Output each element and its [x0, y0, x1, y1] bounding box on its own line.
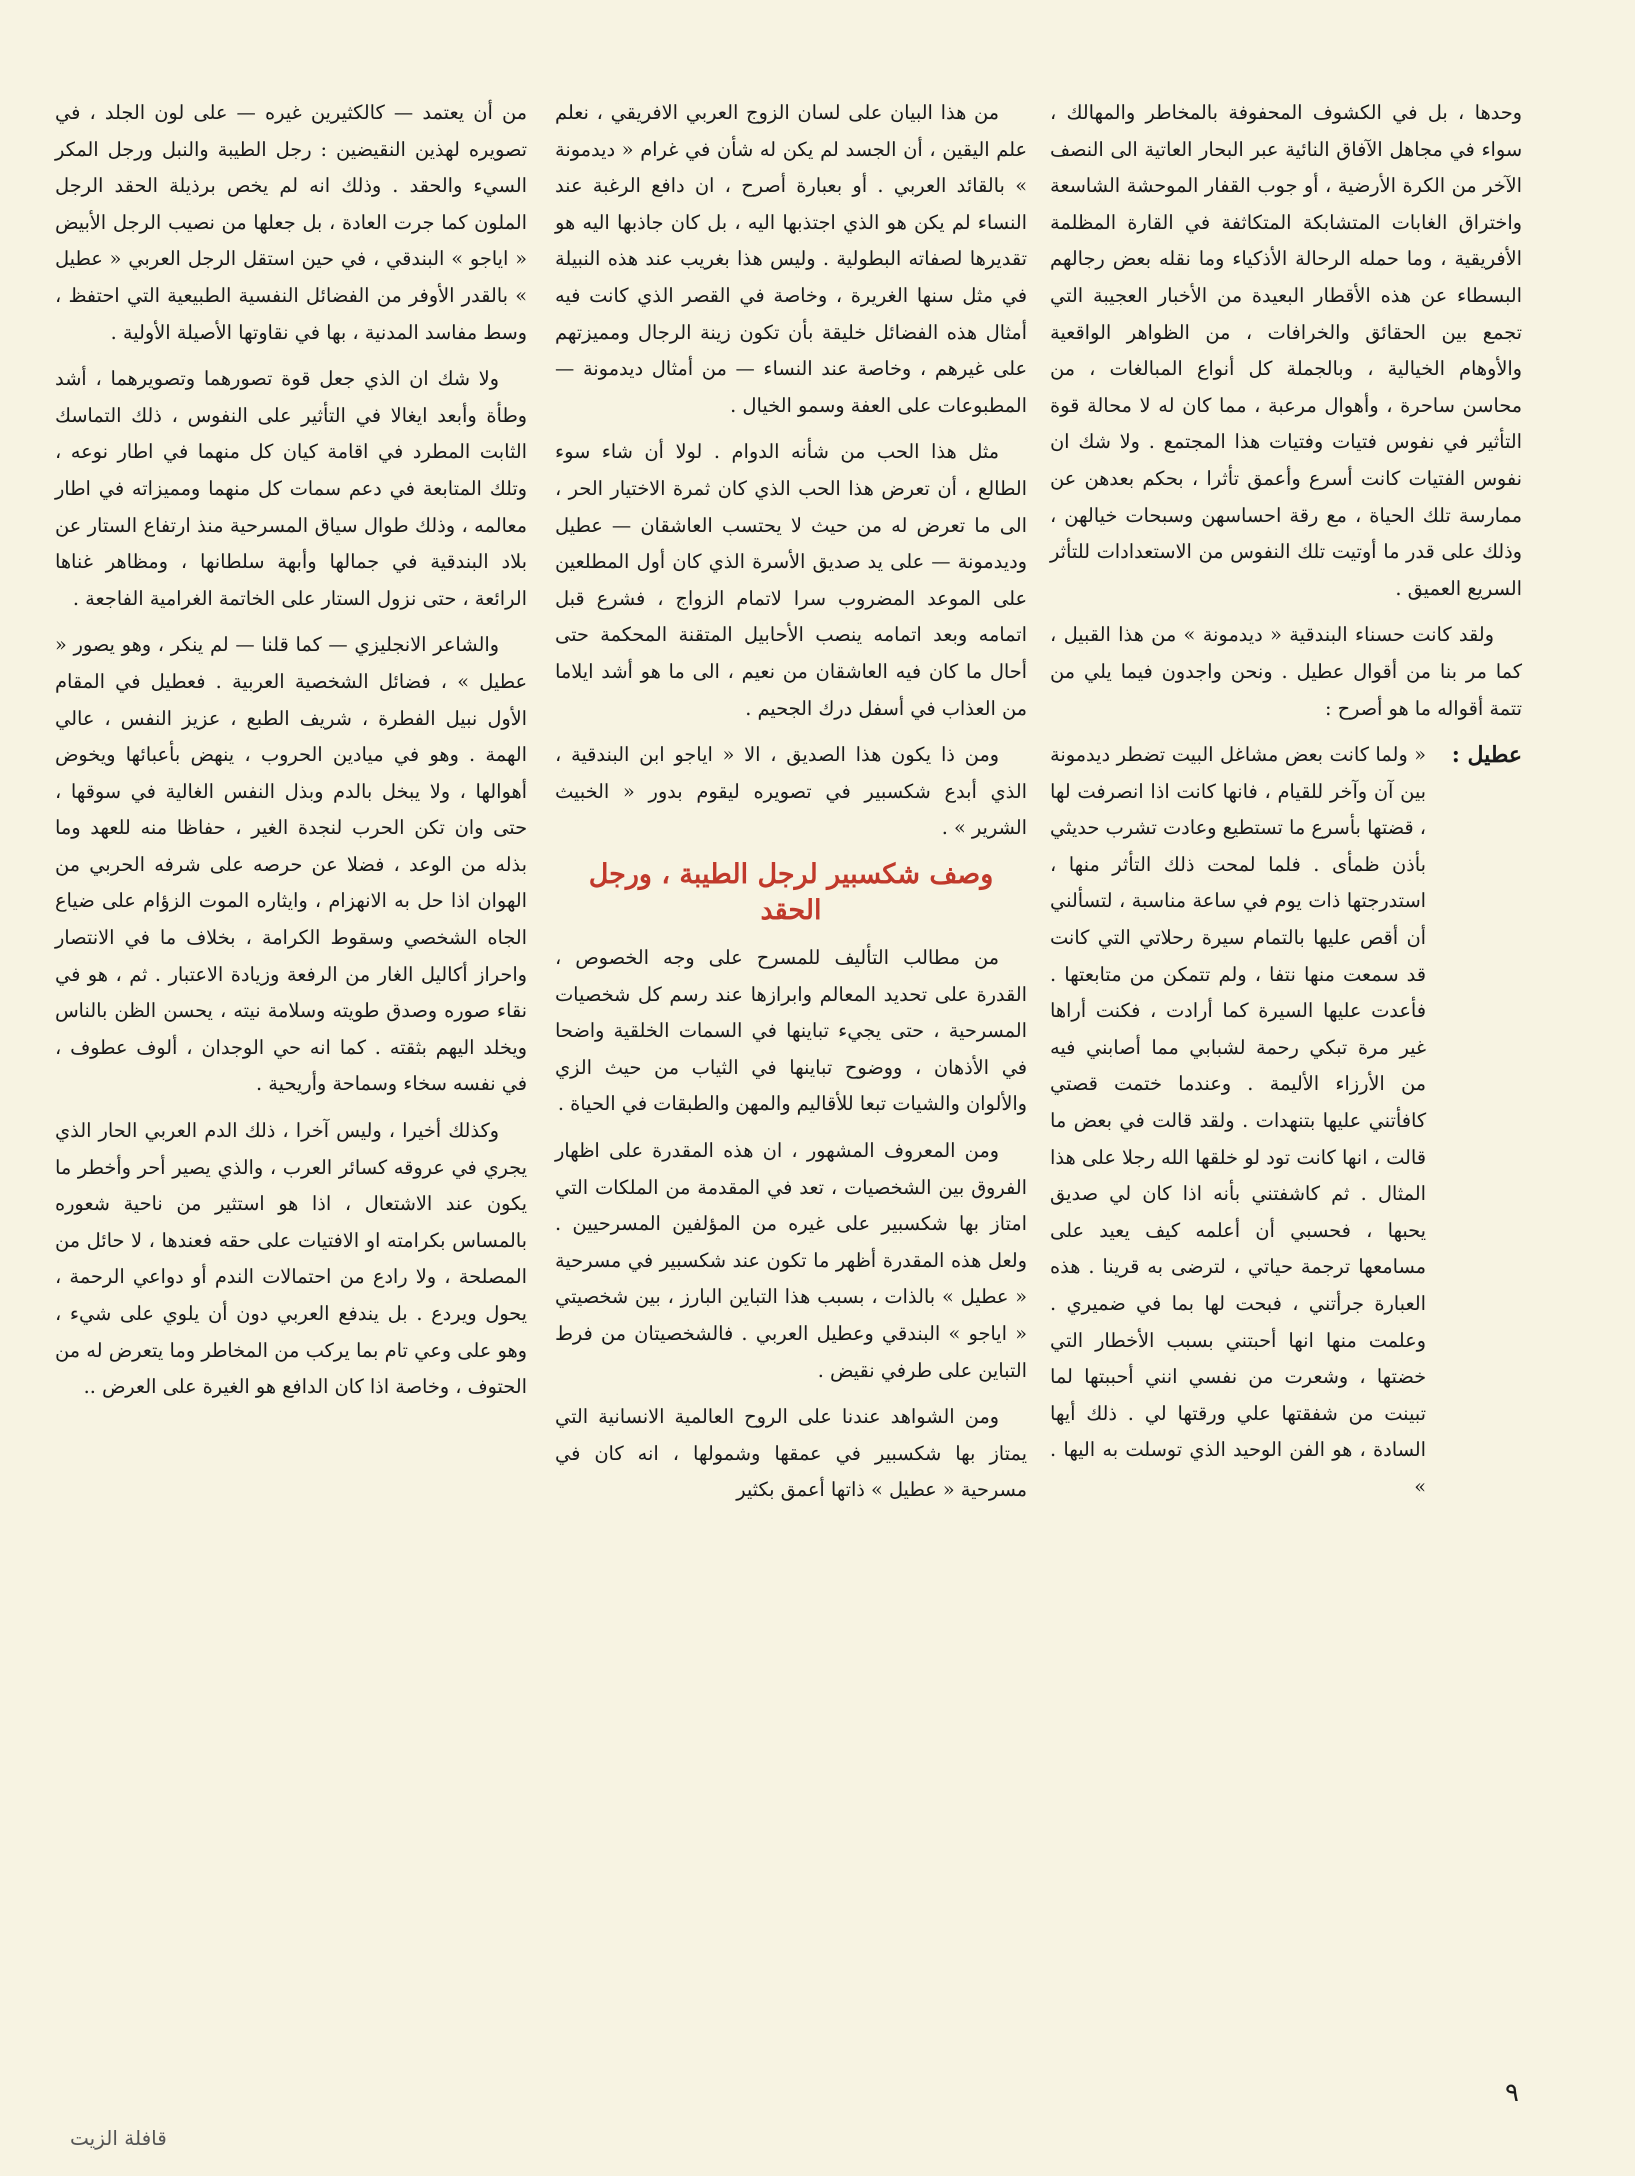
paragraph: من أن يعتمد — كالكثيرين غيره — على لون الجلد ، في تصويره لهذين النقيضين : رجل الطيبة والنبل ورجل المكر السيء والحقد . وذلك انه لم يخص برذيلة الحقد الرجل الملون كما جرت العادة ، بل جعلها من نصيب الرجل الأبيض « اياجو » البندقي ، في حين استقل الرجل العربي « عطيل » بالقدر الأوفر من الفضائل النفسية الطبيعية التي احتفظ ، وسط مفاسد المدنية ، بها في نقاوتها الأصيلة الأولية .	[55, 101, 527, 344]
paragraph: والشاعر الانجليزي — كما قلنا — لم ينكر ، وهو يصور « عطيل » ، فضائل الشخصية العربية . فعطيل في المقام الأول نبيل الفطرة ، شريف الطبع ، عزيز النفس ، عالي الهمة . وهو في ميادين الحروب ، ينهض بأعبائها ويخوض أهوالها ، ولا يبخل بالدم وبذل النفس الغالية في سوقها ، حتى وان تكن الحرب لنجدة الغير ، حفاظا منه للعهد وما بذله من الوعد ، فضلا عن حرصه على شرفه الحربي من الهوان اذا حل به الانهزام ، وايثاره الموت الزؤام على ضياع الجاه الشخصي وسقوط الكرامة ، بخلاف ما في الانتصار واحراز أكاليل الغار من الرفعة وزيادة الاعتبار . ثم ، هو في نقاء صوره وصدق طويته وسلامة نيته ، يحسن الظن بالناس ويخلد اليهم بثقته . كما انه حي الوجدان ، ألوف عطوف ، في نفسه سخاء وسماحة وأريحية .	[55, 633, 527, 1096]
quote-text: « ولما كانت بعض مشاغل البيت تضطر ديدمونة بين آن وآخر للقيام ، فانها كانت اذا انصرفت لها ، قضتها بأسرع ما تستطيع وعادت تشرب حديثي بأذن ظمأى . فلما لمحت ذلك التأثر منها ، استدرجتها ذات يوم في ساعة مناسبة ، لتسألني أن أقص عليها بالتمام سيرة رحلاتي التي كانت قد سمعت منها نتفا ، ولم تتمكن من متابعتها . فأعدت عليها السيرة كما أرادت ، فكنت أراها غير مرة تبكي رحمة لشبابي مما أصابني فيه من الأرزاء الأليمة . وعندما ختمت قصتي كافأتني عليها بتنهدات . ولقد قالت في بعض ما قالت ، انها كانت تود لو خلقها الله رجلا على هذا المثال . ثم كاشفتني بأنه اذا كان لي صديق يحبها ، فحسبي أن أعلمه كيف يعيد على مسامعها ترجمة حياتي ، لترضى به قرينا . هذه العبارة جرأتني ، فبحت لها بما في ضميري . وعلمت منها انها أحبتني بسبب الأخطار التي خضتها ، وشعرت من نفسي انني أحببتها لما تبينت من شفقتها علي ورقتها لي . ذلك أيها السادة ، هو الفن الوحيد الذي توسلت به اليها . »	[1050, 743, 1426, 1498]
page-number: ٩	[1505, 2078, 1519, 2108]
paragraph: وحدها ، بل في الكشوف المحفوفة بالمخاطر والمهالك ، سواء في مجاهل الآفاق النائية عبر البحار العاتية الى النصف الآخر من الكرة الأرضية ، أو جوب القفار الموحشة الشاسعة واختراق الغابات المتشابكة المتكاثفة في القارة المظلمة الأفريقية ، وما حمله الرحالة الأذكياء وما نقله بعض رجالهم البسطاء عن هذه الأقطار البعيدة من الأخبار العجيبة التي تجمع بين الحقائق والخرافات ، من الظواهر الواقعية والأوهام الخيالية ، وبالجملة كل أنواع المبالغات ، من محاسن ساحرة ، وأهوال مرعبة ، مما كان له لا محالة قوة التأثير في نفوس فتيات وفتيات هذا المجتمع . ولا شك ان نفوس الفتيات كانت أسرع وأعمق تأثرا ، بحكم بعدهن عن ممارسة تلك الحياة ، مع رقة احساسهن وسبحات خيالهن ، وذلك على قدر ما أوتيت تلك النفوس من الاستعدادات للتأثر السريع العميق .	[1050, 101, 1522, 600]
magazine-footer: قافلة الزيت	[70, 2126, 167, 2150]
left-column	[55, 95, 527, 1416]
paragraph: ومن الشواهد عندنا على الروح العالمية الانسانية التي يمتاز بها شكسبير في عمقها وشمولها ، انه كان في مسرحية « عطيل » ذاتها أعمق بكثير	[555, 1405, 1027, 1502]
paragraph: ومن المعروف المشهور ، ان هذه المقدرة على اظهار الفروق بين الشخصيات ، تعد في المقدمة من الملكات التي امتاز بها شكسبير على غيره من المؤلفين المسرحيين . ولعل هذه المقدرة أظهر ما تكون عند شكسبير في مسرحية « عطيل » بالذات ، بسبب هذا التباين البارز ، بين شخصيتي « اياجو » البندقي وعطيل العربي . فالشخصيتان من فرط التباين على طرفي نقيض .	[555, 1139, 1027, 1382]
speaker-label: عطيل :	[1451, 742, 1522, 769]
section-title: وصف شكسبير لرجل الطيبة ، ورجل الحقد	[588, 858, 994, 927]
paragraph: من هذا البيان على لسان الزوج العربي الافريقي ، نعلم علم اليقين ، أن الجسد لم يكن له شأن في غرام « ديدمونة » بالقائد العربي . أو بعبارة أصرح ، ان دافع الرغبة عند النساء لم يكن هو الذي اجتذبها اليه ، بل كان جاذبها اليه هو تقديرها لصفاته البطولية . وليس هذا بغريب عند هذه النبيلة في مثل سنها الغريرة ، وخاصة في القصر الذي كانت فيه أمثال هذه الفضائل خليقة بأن تكون زينة الرجال ومميزتهم على غيرهم ، وخاصة عند النساء — من أمثال ديدمونة — المطبوعات على العفة وسمو الخيال .	[555, 101, 1027, 417]
right-column	[1050, 95, 1522, 1516]
paragraph: مثل هذا الحب من شأنه الدوام . لولا أن شاء سوء الطالع ، أن تعرض هذا الحب الذي كان ثمرة الاختيار الحر ، الى ما تعرض له من حيث لا يحتسب العاشقان — عطيل وديدمونة — على يد صديق الأسرة الذي كان أول المطلعين على الموعد المضروب سرا لاتمام الزواج ، فشرع قبل اتمامه وبعد اتمامه ينصب الأحابيل المتقنة المحكمة حتى أحال ما كان فيه العاشقان من نعيم ، الى ما هو أشد ايلاما من العذاب في أسفل درك الجحيم .	[555, 440, 1027, 720]
middle-column	[555, 95, 1027, 1519]
othello-quote	[1050, 737, 1522, 1505]
paragraph: ومن ذا يكون هذا الصديق ، الا « اياجو ابن البندقية ، الذي أبدع شكسبير في تصويره ليقوم بدور « الخبيث الشرير » .	[555, 743, 1027, 840]
paragraph: وكذلك أخيرا ، وليس آخرا ، ذلك الدم العربي الحار الذي يجري في عروقه كسائر العرب ، والذي يصير أحر وأخطر ما يكون عند الاشتعال ، اذا هو استثير من ناحية شعوره بالمساس بكرامته او الافتيات على حقه فعندها ، لا حائل من المصلحة ، ولا رادع من احتمالات الندم أو دواعي الرحمة ، يحول ويردع . بل يندفع العربي دون أن يلوي على شيء ، وهو على وعي تام بما يركب من المخاطر وما يتعرض له من الحتوف ، وخاصة اذا كان الدافع هو الغيرة على العرض ..	[55, 1119, 527, 1399]
paragraph: ولا شك ان الذي جعل قوة تصورهما وتصويرهما ، أشد وطأة وأبعد ايغالا في التأثير على النفوس ، ذلك التماسك الثابت المطرد في اقامة كيان كل منهما في اطار نوعه ، وتلك المتابعة في دعم سمات كل منهما ومميزاته في اطار معالمه ، وذلك طوال سياق المسرحية منذ ارتفاع الستار عن بلاد البندقية في جمالها وأبهة سلطانها ، ومظاهر غناها الرائعة ، حتى نزول الستار على الخاتمة الغرامية الفاجعة .	[55, 367, 527, 610]
paragraph: من مطالب التأليف للمسرح على وجه الخصوص ، القدرة على تحديد المعالم وابرازها عند رسم كل شخصيات المسرحية ، حتى يجيء تباينها في السمات الخلقية واضحا في الأذهان ، ووضوح تباينها في الثياب من حيث الزي والألوان والشيات تبعا للأقاليم والمهن والطبقات في الحياة .	[555, 946, 1027, 1116]
paragraph: ولقد كانت حسناء البندقية « ديدمونة » من هذا القبيل ، كما مر بنا من أقوال عطيل . ونحن واجدون فيما يلي من تتمة أقواله ما هو أصرح :	[1050, 623, 1522, 720]
